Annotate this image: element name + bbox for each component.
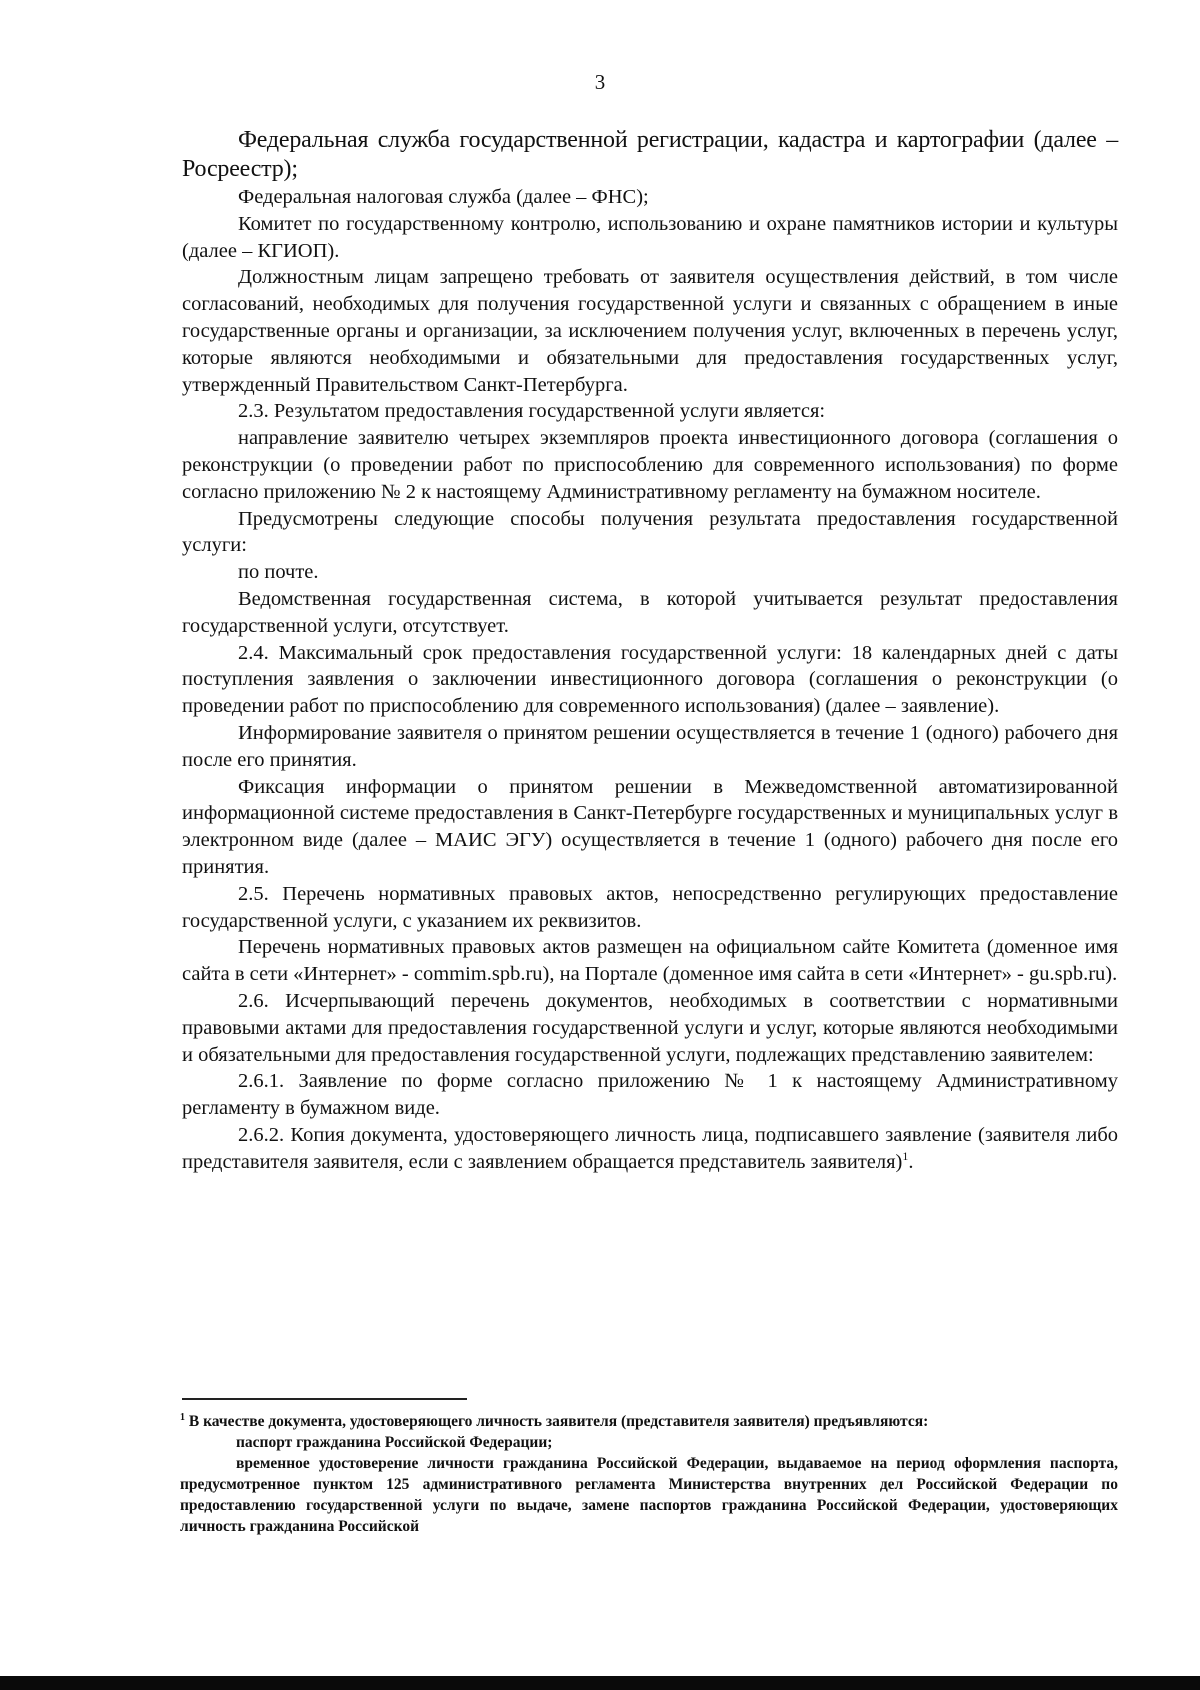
section-2-6-documents: 2.6. Исчерпывающий перечень документов, необходимых в соответствии с нормативными правовыми актами для предоставления государственной услуги и услуг, которые являются необходимыми и обязательными для предоставления государственной услуги, подлежащих представлению заявителем: bbox=[182, 989, 1118, 1066]
section-2-6-1-application: 2.6.1. Заявление по форме согласно приложению № 1 к настоящему Административному регламенту в бумажном виде. bbox=[182, 1070, 1118, 1120]
section-2-5-legal-acts: 2.5. Перечень нормативных правовых актов, непосредственно регулирующих предоставление государственной услуги, с указанием их реквизитов. bbox=[182, 882, 1118, 932]
footnote-passport: паспорт гражданина Российской Федерации; bbox=[236, 1434, 553, 1451]
paragraph-acts-location: Перечень нормативных правовых актов размещен на официальном сайте Комитета (доменное имя сайта в сети «Интернет» - commim.spb.ru), на Портале (доменное имя сайта в сети «Интернет» - gu.spb.ru). bbox=[182, 936, 1118, 986]
footnote-marker: 1 bbox=[180, 1411, 185, 1423]
footnote-1-text: В качестве документа, удостоверяющего личность заявителя (представителя заявителя) предъявляются: bbox=[185, 1413, 929, 1430]
scan-bottom-edge bbox=[0, 1676, 1200, 1690]
footnote-reference: 1 bbox=[902, 1148, 909, 1163]
document-body bbox=[182, 126, 1118, 1175]
paragraph-rosreestr: Федеральная служба государственной регистрации, кадастра и картографии (далее – Росреестр); bbox=[182, 127, 1118, 182]
paragraph-prohibition: Должностным лицам запрещено требовать от заявителя осуществления действий, в том числе согласований, необходимых для получения государственной услуги и связанных с обращением в иные государственные органы и организации, за исключением получения услуг, включенных в перечень услуг, которые являются необходимыми и обязательными для предоставления государственных услуг, утвержденный Правительством Санкт-Петербурга. bbox=[182, 266, 1118, 396]
page-number: 3 bbox=[594, 70, 606, 94]
paragraph-receipt-methods: Предусмотрены следующие способы получения результата предоставления государственной услуги: bbox=[182, 507, 1118, 557]
paragraph-kgiop: Комитет по государственному контролю, использованию и охране памятников истории и культуры (далее – КГИОП). bbox=[182, 212, 1118, 262]
identity-copy-text: 2.6.2. Копия документа, удостоверяющего личность лица, подписавшего заявление (заявителя либо представителя заявителя, если с заявлением обращается представитель заявителя) bbox=[182, 1123, 1118, 1173]
paragraph-informing: Информирование заявителя о принятом решении осуществляется в течение 1 (одного) рабочего дня после его принятия. bbox=[182, 721, 1118, 771]
paragraph-departmental-system: Ведомственная государственная система, в которой учитывается результат предоставления государственной услуги, отсутствует. bbox=[182, 587, 1118, 637]
paragraph-fns: Федеральная налоговая служба (далее – ФНС); bbox=[238, 186, 649, 208]
paragraph-mais-egu: Фиксация информации о принятом решении в Межведомственной автоматизированной информационной системе предоставления в Санкт-Петербурге государственных и муниципальных услуг в электронном виде (далее – МАИС ЭГУ) осуществляется в течение 1 (одного) рабочего дня после его принятия. bbox=[182, 775, 1118, 878]
footnote-temporary-id: временное удостоверение личности гражданина Российской Федерации, выдаваемое на период оформления паспорта, предусмотренное пунктом 125 административного регламента Министерства внутренних дел Российской Федерации по предоставлению государственной услуги по выдаче, замене паспортов гражданина Российской Федерации, удостоверяющих личность гражданина Российской bbox=[180, 1455, 1118, 1535]
paragraph-by-mail: по почте. bbox=[238, 561, 319, 584]
identity-copy-end: . bbox=[908, 1150, 914, 1173]
section-2-3-heading: 2.3. Результатом предоставления государственной услуги является: bbox=[238, 400, 826, 423]
footnotes bbox=[180, 1411, 1118, 1537]
footnote-1 bbox=[180, 1411, 1118, 1432]
paragraph-result: направление заявителю четырех экземпляров проекта инвестиционного договора (соглашения о реконструкции (о проведении работ по приспособлению для современного использования) по форме согласно приложению № 2 к настоящему Административному регламенту на бумажном носителе. bbox=[182, 427, 1118, 503]
footnote-divider bbox=[182, 1398, 467, 1400]
section-2-4-max-term: 2.4. Максимальный срок предоставления государственной услуги: 18 календарных дней с даты поступления заявления о заключении инвестиционного договора (соглашения о реконструкции (о проведении работ по приспособлению для современного использования) (далее – заявление). bbox=[182, 641, 1118, 718]
section-2-6-2-identity-copy bbox=[182, 1122, 1118, 1176]
